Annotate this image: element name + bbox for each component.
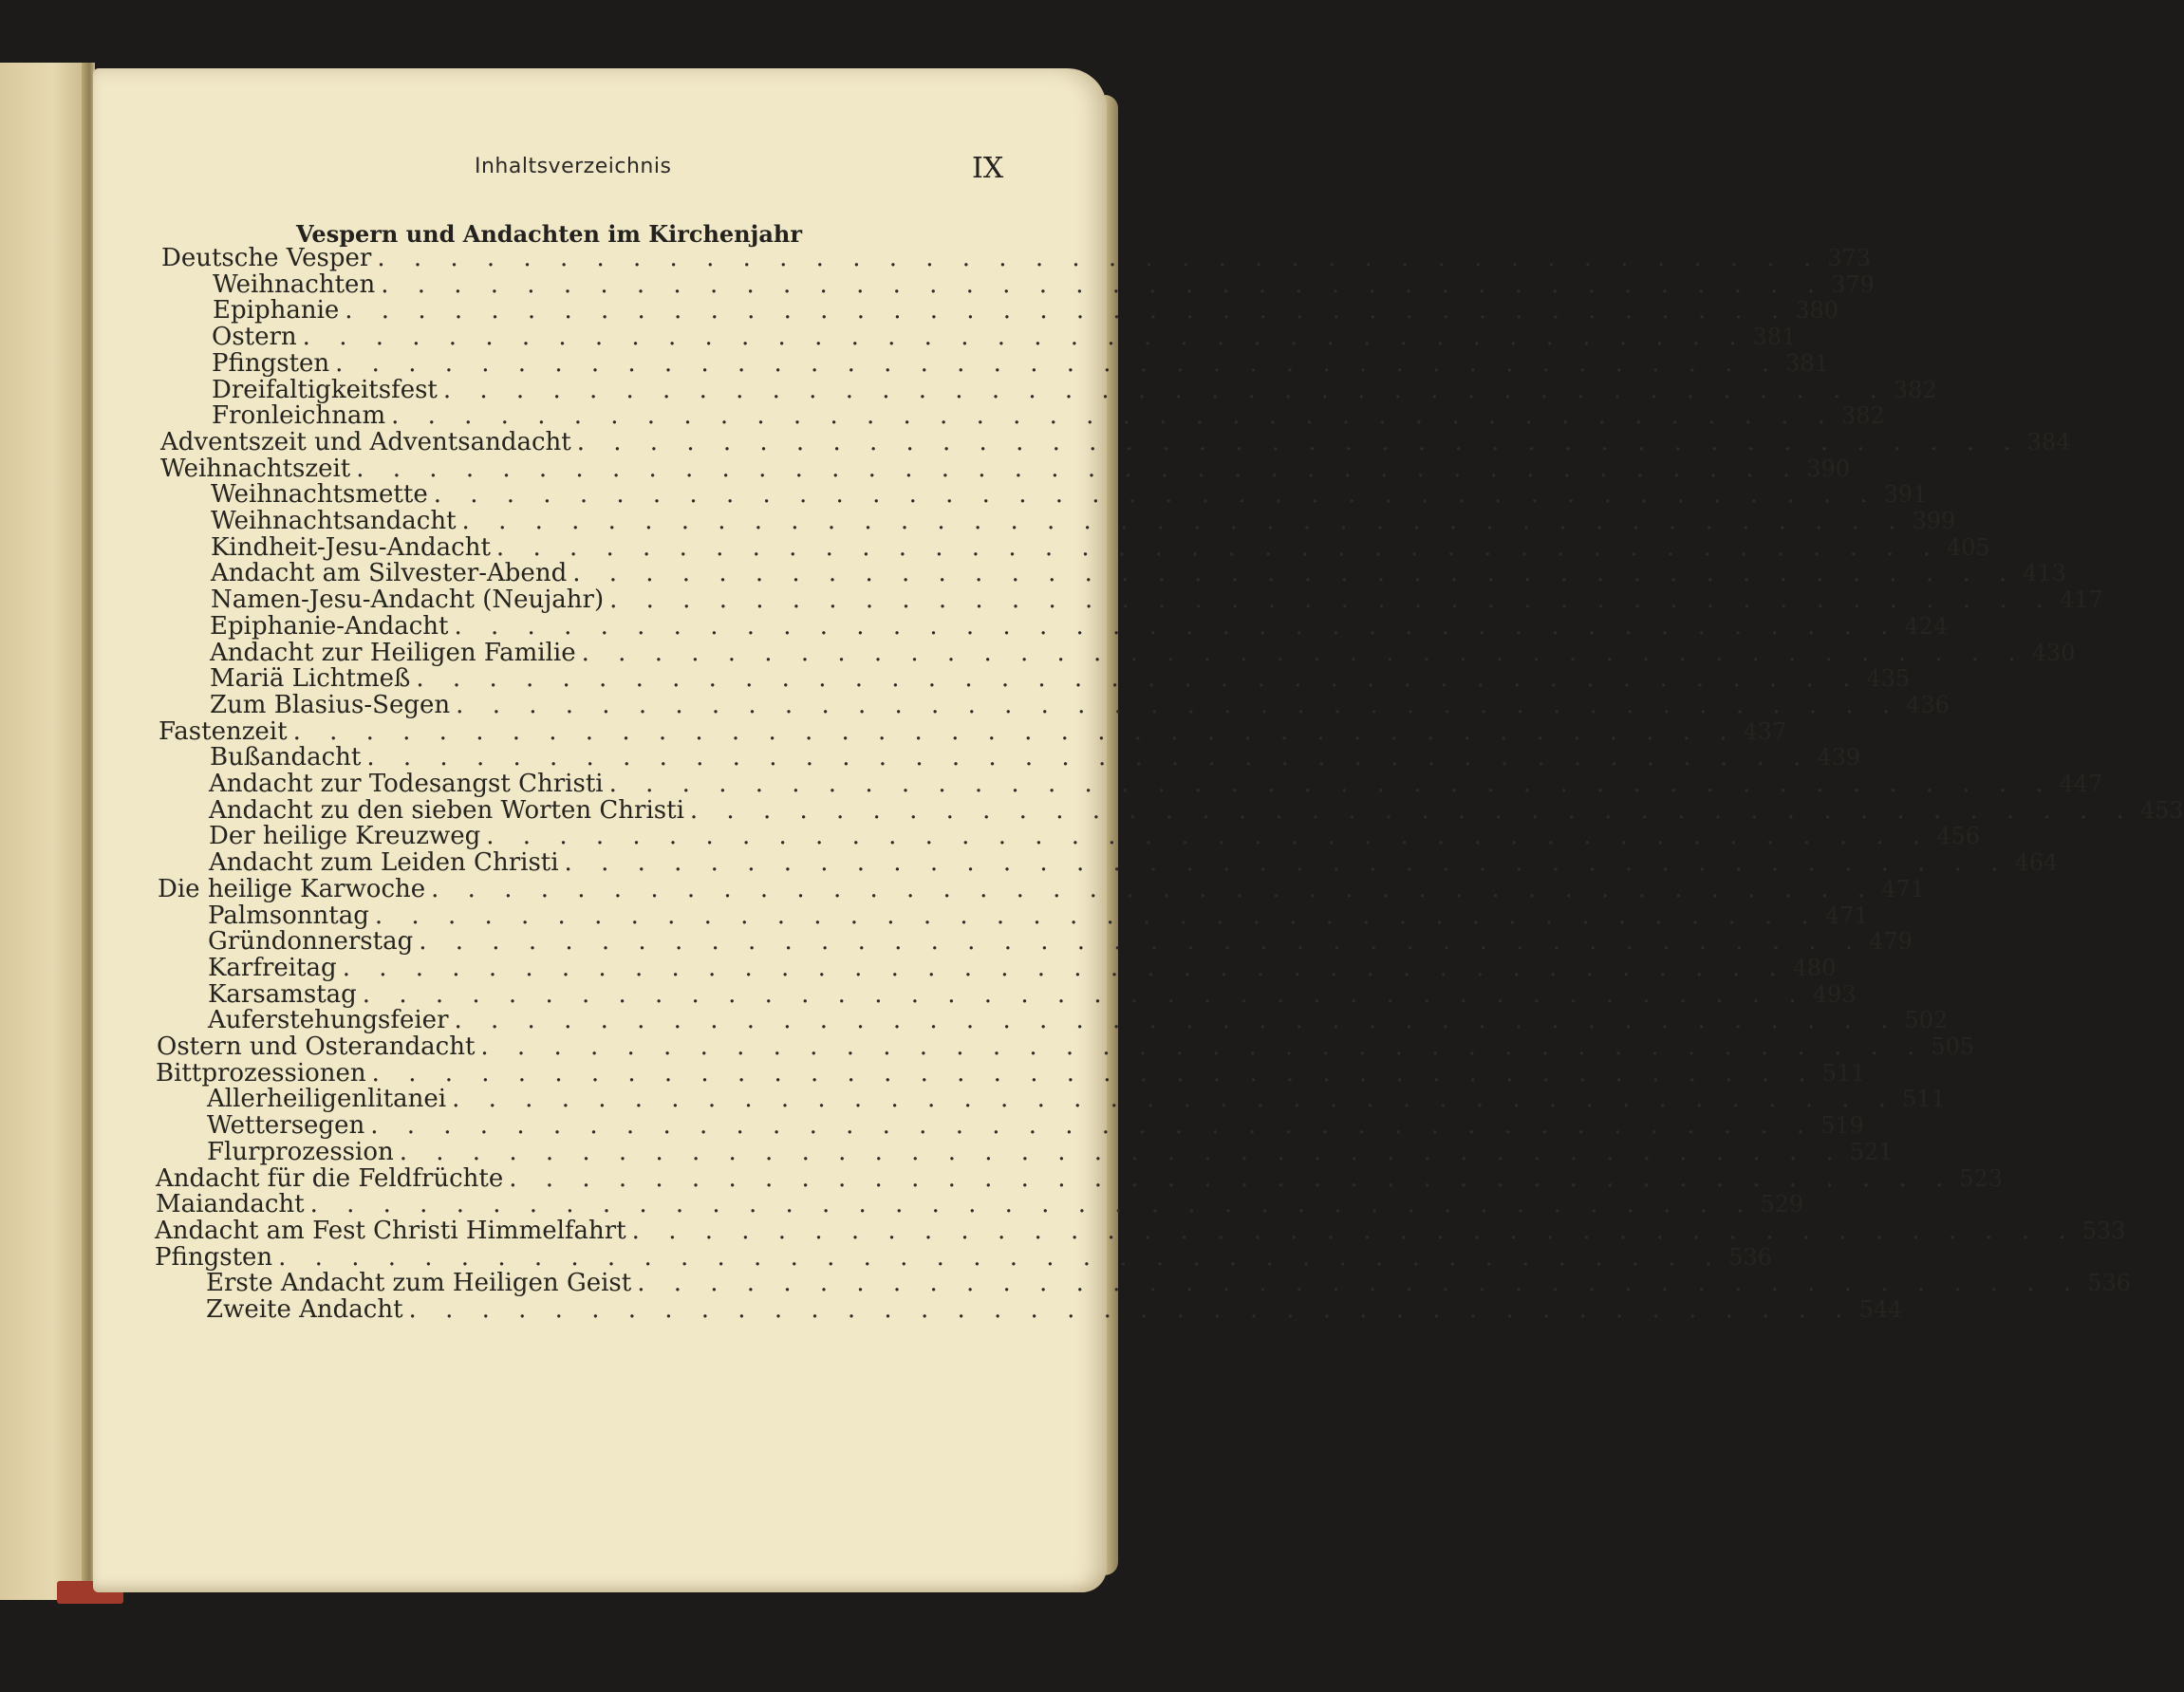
toc-leader-dots: . . . . . . . . . . . . . . . . . . . . . . . . . . . . . . . . . . . . . . . . <box>391 401 1837 430</box>
toc-entry-title: Der heilige Kreuzweg <box>209 822 481 850</box>
toc-entry <box>206 1269 2131 1298</box>
toc-entry-page: 479 <box>1869 928 1913 955</box>
toc-entry-page: 380 <box>1795 297 1839 324</box>
toc-entry-title: Palmsonntag <box>208 902 369 930</box>
toc-entry-page: 456 <box>1936 823 1981 849</box>
toc-leader-dots: . . . . . . . . . . . . . . . . . . . . . . . . . . . . . . . . . . . . . . . . <box>381 270 1826 299</box>
toc-entry <box>211 586 2103 615</box>
toc-entry-page: 413 <box>2023 560 2066 586</box>
toc-leader-dots: . . . . . . . . . . . . . . . . . . . . . . . . . . . . . . . . . . . . . . . . <box>495 533 1941 562</box>
toc-entry-page: 435 <box>1866 665 1911 692</box>
toc-entry-title: Bittprozessionen <box>156 1059 366 1088</box>
toc-entry-page: 437 <box>1743 718 1787 745</box>
toc-entry-title: Weihnachtsmette <box>211 480 428 509</box>
toc-entry-title: Andacht zur Heiligen Familie <box>210 639 576 667</box>
toc-leader-dots: . . . . . . . . . . . . . . . . . . . . . . . . . . . . . . . . . . . . . . . . <box>431 875 1876 903</box>
toc-entry-title: Andacht zum Leiden Christi <box>209 848 559 877</box>
toc-leader-dots: . . . . . . . . . . . . . . . . . . . . . . . . . . . . . . . . . . . . . . . . <box>278 1243 1724 1272</box>
toc-entry-page: 391 <box>1883 481 1928 508</box>
toc-entry-title: Deutsche Vesper <box>161 244 372 272</box>
toc-entry-title: Pfingsten <box>155 1243 273 1272</box>
toc-entry-page: 511 <box>1821 1060 1866 1087</box>
toc-entry <box>212 401 1885 431</box>
toc-entry <box>209 822 1981 851</box>
toc-entry-title: Auferstehungsfeier <box>208 1006 449 1034</box>
toc-leader-dots: . . . . . . . . . . . . . . . . . . . . . . . . . . . . . . . . . . . . . . . . <box>345 296 1790 325</box>
toc-entry-title: Pfingsten <box>212 349 330 378</box>
toc-leader-dots: . . . . . . . . . . . . . . . . . . . . . . . . . . . . . . . . . . . . . . . . <box>399 1138 1844 1166</box>
toc-entry-page: 493 <box>1812 981 1857 1008</box>
toc-leader-dots: . . . . . . . . . . . . . . . . . . . . . . . . . . . . . . . . . . . . . . . . <box>689 796 2135 825</box>
toc-leader-dots: . . . . . . . . . . . . . . . . . . . . . . . . . . . . . . . . . . . . . . . . <box>486 822 1932 850</box>
toc-entry-page: 453 <box>2139 797 2184 824</box>
section-title: Vespern und Andachten im Kirchenjahr <box>296 220 802 248</box>
toc-entry-page: 544 <box>1858 1296 1903 1323</box>
toc-entry <box>157 1032 1975 1062</box>
toc-leader-dots: . . . . . . . . . . . . . . . . . . . . . . . . . . . . . . . . . . . . . . . . <box>302 323 1747 351</box>
toc-leader-dots: . . . . . . . . . . . . . . . . . . . . . . . . . . . . . . . . . . . . . . . . <box>377 244 1822 272</box>
toc-entry-title: Karfreitag <box>208 954 337 982</box>
toc-entry <box>210 664 1911 694</box>
toc-leader-dots: . . . . . . . . . . . . . . . . . . . . . . . . . . . . . . . . . . . . . . . . <box>362 980 1807 1009</box>
toc-entry-title: Epiphanie <box>213 296 340 325</box>
toc-entry <box>209 770 2103 799</box>
toc-leader-dots: . . . . . . . . . . . . . . . . . . . . . . . . . . . . . . . . . . . . . . . . <box>371 1059 1817 1088</box>
toc-leader-dots: . . . . . . . . . . . . . . . . . . . . . . . . . . . . . . . . . . . . . . . . <box>454 612 1899 641</box>
toc-entry <box>156 1190 1804 1219</box>
toc-entry-page: 533 <box>2081 1218 2126 1244</box>
toc-entry <box>207 1111 1864 1141</box>
toc-leader-dots: . . . . . . . . . . . . . . . . . . . . . . . . . . . . . . . . . . . . . . . . <box>433 480 1878 509</box>
toc-entry <box>160 428 2071 457</box>
toc-entry <box>213 296 1839 325</box>
toc-entry-title: Ostern <box>212 323 297 351</box>
toc-entry-title: Weihnachtsandacht <box>211 507 457 535</box>
toc-entry <box>212 323 1797 352</box>
toc-leader-dots: . . . . . . . . . . . . . . . . . . . . . . . . . . . . . . . . . . . . . . . . <box>335 349 1781 378</box>
toc-entry <box>210 691 1950 720</box>
toc-entry-page: 384 <box>2026 429 2071 456</box>
toc-entry-title: Andacht für die Feldfrüchte <box>156 1164 504 1193</box>
toc-leader-dots: . . . . . . . . . . . . . . . . . . . . . . . . . . . . . . . . . . . . . . . . <box>370 1111 1816 1140</box>
toc-leader-dots: . . . . . . . . . . . . . . . . . . . . . . . . . . . . . . . . . . . . . . . . <box>461 507 1907 535</box>
toc-entry-title: Andacht zu den sieben Worten Christi <box>209 796 684 825</box>
toc-leader-dots: . . . . . . . . . . . . . . . . . . . . . . . . . . . . . . . . . . . . . . . . <box>509 1164 1954 1193</box>
toc-leader-dots: . . . . . . . . . . . . . . . . . . . . . . . . . . . . . . . . . . . . . . . . <box>408 1295 1854 1324</box>
toc-entry-page: 439 <box>1817 744 1861 771</box>
toc-entry-page: 382 <box>1841 402 1885 429</box>
toc-leader-dots: . . . . . . . . . . . . . . . . . . . . . . . . . . . . . . . . . . . . . . . . <box>442 376 1888 404</box>
toc-entry-title: Gründonnerstag <box>208 927 414 956</box>
toc-entry <box>211 559 2066 588</box>
toc-entry-title: Maiandacht <box>156 1190 305 1218</box>
toc-leader-dots: . . . . . . . . . . . . . . . . . . . . . . . . . . . . . . . . . . . . . . . . <box>581 639 2026 667</box>
running-header: Inhaltsverzeichnis <box>475 155 672 178</box>
toc-entry <box>206 1295 1903 1325</box>
toc-entry-page: 399 <box>1912 508 1956 534</box>
toc-entry-page: 523 <box>1959 1165 2003 1192</box>
toc-entry-title: Zum Blasius-Segen <box>210 691 451 719</box>
toc-entry-page: 405 <box>1946 534 1990 561</box>
toc-leader-dots: . . . . . . . . . . . . . . . . . . . . . . . . . . . . . . . . . . . . . . . . <box>452 1085 1897 1113</box>
toc-entry-page: 471 <box>1824 902 1869 929</box>
toc-entry-title: Erste Andacht zum Heiligen Geist <box>206 1269 632 1297</box>
toc-entry-page: 382 <box>1893 377 1937 403</box>
toc-leader-dots: . . . . . . . . . . . . . . . . . . . . . . . . . . . . . . . . . . . . . . . . <box>631 1217 2077 1245</box>
toc-entry <box>209 848 2059 878</box>
toc-entry-title: Namen-Jesu-Andacht (Neujahr) <box>211 586 605 614</box>
toc-entry-page: 505 <box>1931 1033 1975 1060</box>
toc-leader-dots: . . . . . . . . . . . . . . . . . . . . . . . . . . . . . . . . . . . . . . . . <box>342 954 1787 982</box>
toc-entry-page: 536 <box>2087 1270 2131 1296</box>
toc-entry <box>208 1006 1949 1035</box>
toc-entry-page: 471 <box>1881 876 1925 902</box>
toc-leader-dots: . . . . . . . . . . . . . . . . . . . . . . . . . . . . . . . . . . . . . . . . <box>309 1190 1755 1218</box>
toc-entry-title: Andacht am Fest Christi Himmelfahrt <box>155 1217 626 1245</box>
toc-entry-page: 436 <box>1906 692 1950 718</box>
toc-entry-title: Die heilige Karwoche <box>158 875 426 903</box>
toc-entry-title: Zweite Andacht <box>206 1295 403 1324</box>
toc-leader-dots: . . . . . . . . . . . . . . . . . . . . . . . . . . . . . . . . . . . . . . . . <box>576 428 2022 456</box>
toc-entry <box>210 612 1949 641</box>
toc-entry-page: 521 <box>1849 1139 1894 1165</box>
toc-entry-page: 381 <box>1785 350 1829 377</box>
toc-entry-title: Allerheiligenlitanei <box>207 1085 447 1113</box>
toc-entry-page: 417 <box>2060 586 2103 613</box>
toc-leader-dots: . . . . . . . . . . . . . . . . . . . . . . . . . . . . . . . . . . . . . . . . <box>292 717 1738 746</box>
toc-entry-page: 430 <box>2031 640 2076 666</box>
toc-leader-dots: . . . . . . . . . . . . . . . . . . . . . . . . . . . . . . . . . . . . . . . . <box>416 664 1861 693</box>
toc-entry-page: 529 <box>1760 1191 1804 1218</box>
toc-entry <box>211 480 1928 510</box>
toc-entry-title: Wettersegen <box>207 1111 365 1140</box>
page-number: IX <box>972 152 1004 185</box>
toc-entry-title: Karsamstag <box>208 980 357 1009</box>
toc-entry <box>158 875 1925 904</box>
toc-leader-dots: . . . . . . . . . . . . . . . . . . . . . . . . . . . . . . . . . . . . . . . . <box>366 743 1812 772</box>
toc-entry <box>210 743 1861 772</box>
toc-entry-page: 379 <box>1831 271 1875 298</box>
toc-entry-page: 536 <box>1728 1244 1772 1271</box>
toc-entry-page: 424 <box>1904 613 1949 640</box>
toc-leader-dots: . . . . . . . . . . . . . . . . . . . . . . . . . . . . . . . . . . . . . . . . <box>419 927 1864 956</box>
toc-entry-title: Flurprozession <box>207 1138 394 1166</box>
toc-entry <box>208 927 1913 957</box>
toc-entry <box>212 349 1829 379</box>
toc-leader-dots: . . . . . . . . . . . . . . . . . . . . . . . . . . . . . . . . . . . . . . . . <box>456 691 1901 719</box>
toc-entry-page: 502 <box>1904 1007 1949 1033</box>
toc-leader-dots: . . . . . . . . . . . . . . . . . . . . . . . . . . . . . . . . . . . . . . . . <box>608 770 2054 798</box>
toc-entry-page: 447 <box>2059 771 2103 797</box>
toc-entry-page: 464 <box>2014 849 2059 876</box>
toc-entry-title: Dreifaltigkeitsfest <box>212 376 438 404</box>
toc-entry-page: 390 <box>1806 456 1850 482</box>
toc-entry-title: Weihnachtszeit <box>160 455 351 483</box>
toc-entry-title: Bußandacht <box>210 743 362 772</box>
toc-leader-dots: . . . . . . . . . . . . . . . . . . . . . . . . . . . . . . . . . . . . . . . . <box>564 848 2009 877</box>
toc-entry <box>161 244 1872 273</box>
toc-entry <box>211 507 1956 536</box>
toc-entry-title: Fronleichnam <box>212 401 386 430</box>
toc-entry-title: Adventszeit und Adventsandacht <box>160 428 571 456</box>
toc-entry-title: Mariä Lichtmeß <box>210 664 411 693</box>
toc-entry <box>207 1085 1946 1114</box>
toc-leader-dots: . . . . . . . . . . . . . . . . . . . . . . . . . . . . . . . . . . . . . . . . <box>356 455 1801 483</box>
toc-entry-title: Kindheit-Jesu-Andacht <box>211 533 491 562</box>
toc-leader-dots: . . . . . . . . . . . . . . . . . . . . . . . . . . . . . . . . . . . . . . . . <box>637 1269 2082 1297</box>
toc-entry-title: Fastenzeit <box>159 717 288 746</box>
toc-entry-page: 373 <box>1827 245 1872 271</box>
toc-entry <box>207 1138 1894 1167</box>
toc-entry-title: Epiphanie-Andacht <box>210 612 449 641</box>
toc-entry-title: Andacht am Silvester-Abend <box>211 559 568 587</box>
toc-entry-page: 480 <box>1792 955 1837 981</box>
toc-leader-dots: . . . . . . . . . . . . . . . . . . . . . . . . . . . . . . . . . . . . . . . . <box>374 902 1820 930</box>
toc-leader-dots: . . . . . . . . . . . . . . . . . . . . . . . . . . . . . . . . . . . . . . . . <box>609 586 2055 614</box>
toc-entry-title: Ostern und Osterandacht <box>157 1032 476 1061</box>
toc-entry <box>208 954 1837 983</box>
toc-leader-dots: . . . . . . . . . . . . . . . . . . . . . . . . . . . . . . . . . . . . . . . . <box>572 559 2018 587</box>
toc-entry-title: Andacht zur Todesangst Christi <box>209 770 604 798</box>
toc-leader-dots: . . . . . . . . . . . . . . . . . . . . . . . . . . . . . . . . . . . . . . . . <box>454 1006 1899 1034</box>
toc-entry-page: 511 <box>1902 1086 1946 1112</box>
toc-entry-title: Weihnachten <box>213 270 376 299</box>
toc-entry-page: 519 <box>1820 1112 1864 1139</box>
toc-leader-dots: . . . . . . . . . . . . . . . . . . . . . . . . . . . . . . . . . . . . . . . . <box>480 1032 1926 1061</box>
toc-entry <box>155 1217 2126 1246</box>
toc-entry-page: 381 <box>1752 324 1797 350</box>
